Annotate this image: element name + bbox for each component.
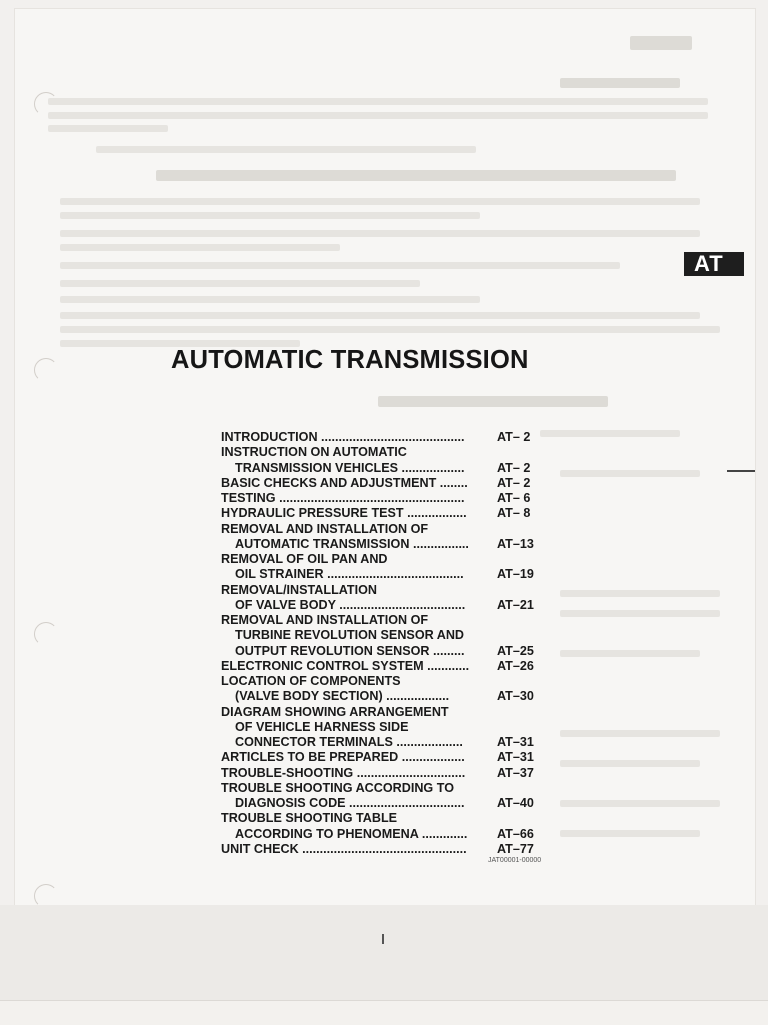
page-mark — [382, 934, 384, 944]
toc-entry — [221, 476, 551, 491]
edge-index-mark — [727, 470, 755, 472]
toc-leader-dots: ............................... — [353, 765, 466, 780]
toc-entry-title: (VALVE BODY SECTION) — [235, 689, 383, 704]
punch-hole-mark — [34, 622, 58, 646]
toc-page-number: AT–31 — [497, 750, 534, 765]
toc-page-number: AT–31 — [497, 735, 534, 749]
toc-leader-dots: .................. — [398, 750, 465, 765]
toc-entry — [221, 674, 551, 689]
punch-hole-mark — [34, 92, 58, 116]
toc-leader-dots: .................. — [382, 689, 450, 704]
toc-entry — [221, 613, 551, 628]
toc-page-number: AT– 8 — [497, 506, 531, 521]
toc-entry-title: TURBINE REVOLUTION SENSOR AND — [235, 628, 465, 643]
toc-entry — [221, 766, 551, 781]
toc-page-number: AT–30 — [497, 689, 534, 704]
toc-entry-title: TRANSMISSION VEHICLES — [235, 460, 399, 475]
toc-entry — [221, 552, 551, 567]
toc-entry — [221, 522, 551, 537]
toc-leader-dots: .................................... — [335, 597, 466, 612]
toc-entry-title: BASIC CHECKS AND ADJUSTMENT — [221, 475, 437, 490]
toc-entry — [221, 491, 551, 506]
toc-entry — [221, 735, 551, 750]
toc-entry — [221, 430, 551, 445]
toc-entry-title: TROUBLE-SHOOTING — [221, 765, 354, 780]
toc-entry — [221, 506, 551, 521]
document-reference: JAT00001-00000 — [488, 857, 542, 864]
toc-page-number: AT– 2 — [497, 430, 531, 444]
toc-page-number: AT– 2 — [497, 460, 531, 475]
toc-entry — [221, 598, 551, 613]
toc-entry — [221, 750, 551, 765]
toc-entry-title: ELECTRONIC CONTROL SYSTEM — [221, 658, 424, 673]
toc-entry-title: DIAGNOSIS CODE — [235, 796, 346, 810]
toc-page-number: AT–21 — [497, 597, 534, 612]
toc-entry — [221, 659, 551, 674]
toc-leader-dots: ......... — [429, 643, 465, 658]
toc-leader-dots: ................... — [392, 735, 463, 749]
toc-entry-title: AUTOMATIC TRANSMISSION — [235, 536, 410, 551]
toc-leader-dots: ....................................... — [323, 567, 464, 582]
toc-entry-title: ARTICLES TO BE PREPARED — [221, 750, 399, 765]
toc-entry — [221, 720, 551, 735]
toc-page-number: AT–19 — [497, 567, 534, 582]
section-tab: AT — [684, 252, 744, 276]
toc-leader-dots: ............................................... — [298, 841, 467, 856]
toc-leader-dots: ................ — [409, 536, 469, 551]
toc-leader-dots: ............. — [418, 826, 468, 841]
toc-entry-title: DIAGRAM SHOWING ARRANGEMENT — [221, 704, 449, 719]
toc-entry-title: ACCORDING TO PHENOMENA — [235, 826, 419, 841]
table-of-contents — [221, 430, 551, 857]
toc-leader-dots: ............ — [423, 658, 470, 673]
toc-entry-title: OF VALVE BODY — [235, 597, 336, 612]
toc-entry-title: REMOVAL OF OIL PAN AND — [221, 552, 388, 566]
toc-leader-dots: ..................................................... — [275, 491, 465, 505]
toc-entry-title: OF VEHICLE HARNESS SIDE — [235, 719, 409, 734]
toc-page-number: AT–77 — [497, 841, 534, 856]
toc-entry — [221, 644, 551, 659]
toc-leader-dots: ................................. — [345, 796, 465, 810]
toc-entry-title: HYDRAULIC PRESSURE TEST — [221, 506, 404, 521]
toc-entry — [221, 445, 551, 460]
toc-entry — [221, 781, 551, 796]
toc-entry — [221, 461, 551, 476]
toc-entry-title: REMOVAL AND INSTALLATION OF — [221, 521, 429, 536]
toc-entry-title: INSTRUCTION ON AUTOMATIC — [221, 445, 407, 460]
toc-entry-title: UNIT CHECK — [221, 841, 299, 856]
toc-entry-title: LOCATION OF COMPONENTS — [221, 674, 401, 688]
toc-page-number: AT– 2 — [497, 475, 531, 490]
toc-page-number: AT–25 — [497, 643, 534, 658]
toc-entry — [221, 705, 551, 720]
toc-entry — [221, 796, 551, 811]
toc-leader-dots: ................. — [403, 506, 467, 521]
toc-entry — [221, 583, 551, 598]
toc-page-number: AT–13 — [497, 536, 534, 551]
toc-page-number: AT–26 — [497, 658, 534, 673]
toc-entry — [221, 567, 551, 582]
toc-entry-title: CONNECTOR TERMINALS — [235, 735, 393, 749]
punch-hole-mark — [34, 358, 58, 382]
toc-leader-dots: ........ — [436, 475, 468, 490]
toc-entry-title: TESTING — [221, 491, 276, 505]
toc-page-number: AT–37 — [497, 765, 534, 780]
toc-page-number: AT–66 — [497, 826, 534, 841]
page-title: AUTOMATIC TRANSMISSION — [171, 346, 529, 374]
scan-bottom-edge — [0, 1000, 768, 1025]
toc-entry-title: REMOVAL/INSTALLATION — [221, 582, 378, 597]
toc-entry — [221, 827, 551, 842]
toc-entry — [221, 689, 551, 704]
toc-page-number: AT–40 — [497, 796, 534, 810]
toc-entry-title: TROUBLE SHOOTING TABLE — [221, 811, 398, 826]
toc-entry-title: OIL STRAINER — [235, 567, 324, 582]
toc-entry-title: OUTPUT REVOLUTION SENSOR — [235, 643, 430, 658]
toc-entry — [221, 842, 551, 857]
toc-entry — [221, 537, 551, 552]
toc-entry-title: TROUBLE SHOOTING ACCORDING TO — [221, 780, 454, 795]
toc-entry — [221, 628, 551, 643]
toc-entry-title: REMOVAL AND INSTALLATION OF — [221, 613, 429, 627]
toc-entry — [221, 811, 551, 826]
toc-entry-title: INTRODUCTION — [221, 430, 318, 444]
scan-bottom-band — [0, 905, 768, 1000]
toc-leader-dots: ......................................... — [317, 430, 465, 444]
toc-page-number: AT– 6 — [497, 491, 531, 505]
toc-leader-dots: .................. — [398, 460, 465, 475]
